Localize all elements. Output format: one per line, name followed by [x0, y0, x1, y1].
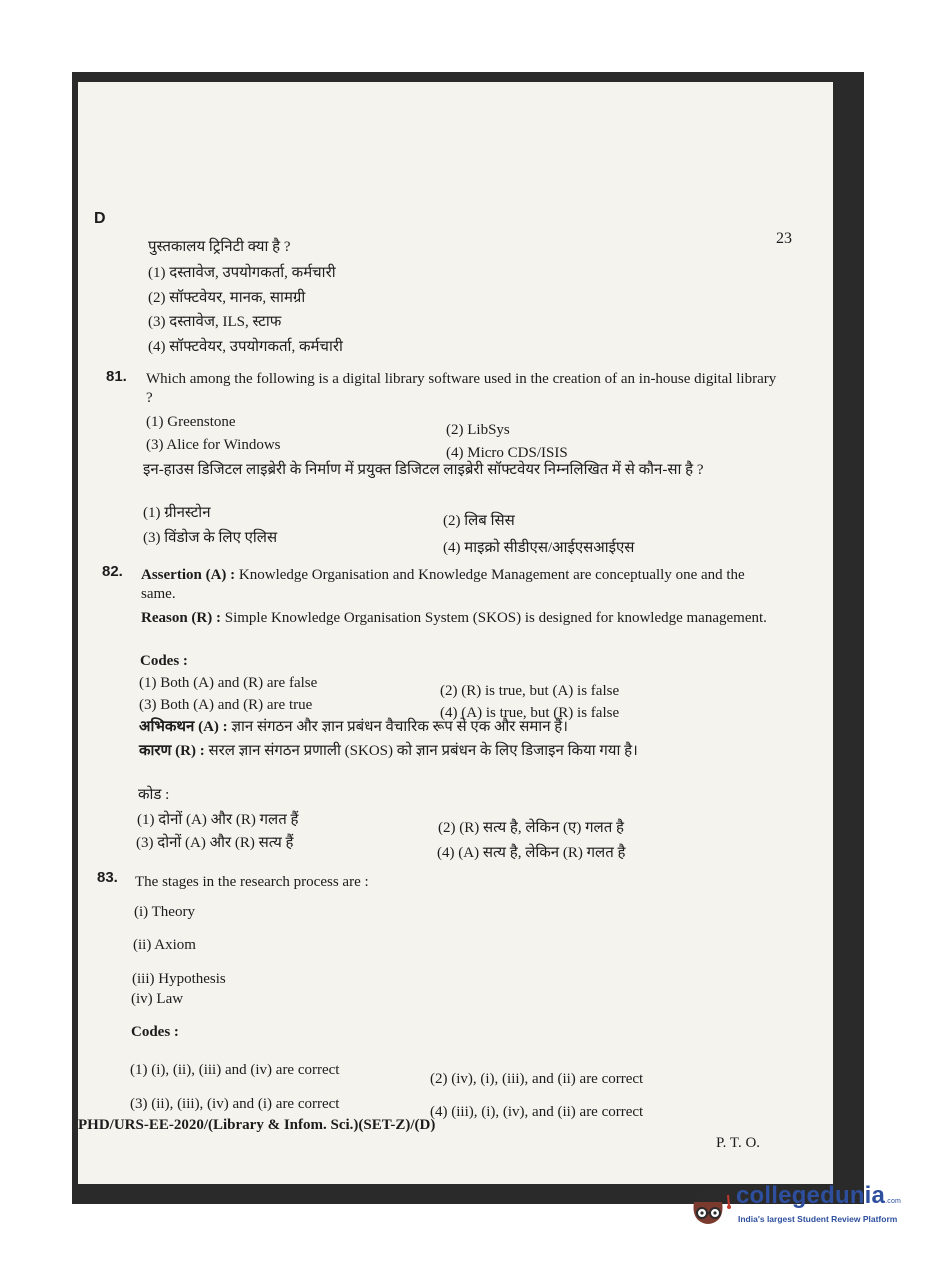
- q83-option-2: (2) (iv), (i), (iii), and (ii) are correct: [430, 1071, 644, 1087]
- q82-codes-label-hi: कोड :: [138, 787, 170, 803]
- q82-reason-hi: [139, 742, 773, 761]
- q81-number: 81.: [106, 368, 127, 385]
- q82-reason-label-hi: कारण (R) :: [139, 743, 205, 759]
- q81-option-4: (4) Micro CDS/ISIS: [446, 445, 568, 461]
- q80-option-3-hi: (3) दस्तावेज, ILS, स्टाफ: [148, 314, 282, 330]
- q83-item-4: (iv) Law: [131, 991, 184, 1007]
- q83-option-4: (4) (iii), (i), (iv), and (ii) are correct: [430, 1104, 644, 1120]
- brand-tagline: India's largest Student Review Platform: [738, 1214, 898, 1224]
- mascot-icon: [684, 1180, 736, 1232]
- q81-question: Which among the following is a digital library software used in the creation of an in-house digital library ?: [146, 371, 777, 406]
- q83-codes-label: Codes :: [131, 1024, 179, 1040]
- collegedunia-watermark: [684, 1176, 924, 1236]
- q81-option-4-hi: (4) माइक्रो सीडीएस/आईएसआईएस: [443, 540, 635, 556]
- q82-assertion-hi: [139, 718, 779, 737]
- q81-question-hi: इन-हाउस डिजिटल लाइब्रेरी के निर्माण में प्रयुक्त डिजिटल लाइब्रेरी सॉफ्टवेयर निम्नलिखित में से कौन-सा है ?: [143, 462, 704, 478]
- q80-option-1-hi: (1) दस्तावेज, उपयोगकर्ता, कर्मचारी: [148, 265, 336, 281]
- q82-codes-label: Codes :: [140, 653, 188, 669]
- q82-option-2-hi: (2) (R) सत्य है, लेकिन (ए) गलत है: [438, 820, 624, 836]
- q82-reason: [141, 609, 777, 628]
- pto-label: P. T. O.: [716, 1135, 761, 1151]
- q82-option-4-hi: (4) (A) सत्य है, लेकिन (R) गलत है: [437, 845, 626, 861]
- q83-option-1: (1) (i), (ii), (iii) and (iv) are correct: [130, 1062, 340, 1078]
- q81-option-1: (1) Greenstone: [146, 414, 236, 430]
- q82-number: 82.: [102, 563, 123, 580]
- q82-option-1: (1) Both (A) and (R) are false: [139, 675, 318, 691]
- q81-option-2: (2) LibSys: [446, 422, 510, 438]
- brand-name: [736, 1182, 901, 1210]
- set-letter: D: [94, 210, 106, 227]
- q80-option-4-hi: (4) सॉफ्टवेयर, उपयोगकर्ता, कर्मचारी: [148, 339, 343, 355]
- q83-item-3: (iii) Hypothesis: [132, 971, 226, 987]
- q82-option-3-hi: (3) दोनों (A) और (R) सत्य हैं: [136, 835, 294, 851]
- q82-option-3: (3) Both (A) and (R) are true: [139, 697, 313, 713]
- q83-option-3: (3) (ii), (iii), (iv) and (i) are correct: [130, 1096, 340, 1112]
- q82-reason-text-hi: सरल ज्ञान संगठन प्रणाली (SKOS) को ज्ञान प्रबंधन के लिए डिजाइन किया गया है।: [208, 743, 638, 759]
- q82-option-4: (4) (A) is true, but (R) is false: [440, 705, 620, 721]
- q82-reason-label: Reason (R) :: [141, 610, 221, 626]
- q81-option-3: (3) Alice for Windows: [146, 437, 281, 453]
- q83-question: The stages in the research process are :: [135, 874, 369, 890]
- q81-option-3-hi: (3) विंडोज के लिए एलिस: [143, 530, 278, 546]
- q83-number: 83.: [97, 869, 118, 886]
- q80-option-2-hi: (2) सॉफ्टवेयर, मानक, सामग्री: [148, 290, 306, 306]
- q82-assertion-label: Assertion (A) :: [141, 567, 236, 583]
- q82-assertion-text: Knowledge Organisation and Knowledge Management are conceptually one and the same.: [141, 567, 745, 602]
- brand-text: collegedunia: [736, 1182, 886, 1209]
- q83-item-2: (ii) Axiom: [133, 937, 196, 953]
- brand-suffix: .com: [885, 1198, 902, 1205]
- q82-reason-text: Simple Knowledge Organisation System (SKOS) is designed for knowledge management.: [224, 610, 767, 626]
- paper-code: PHD/URS-EE-2020/(Library & Infom. Sci.)(SET-Z)/(D): [78, 1117, 436, 1133]
- q81-option-2-hi: (2) लिब सिस: [443, 513, 515, 529]
- q82-assertion-text-hi: ज्ञान संगठन और ज्ञान प्रबंधन वैचारिक रूप से एक और समान हैं।: [231, 719, 568, 735]
- page-number: 23: [776, 230, 792, 247]
- q82-option-2: (2) (R) is true, but (A) is false: [440, 683, 620, 699]
- q81-option-1-hi: (1) ग्रीनस्टोन: [143, 505, 211, 521]
- q83-item-1: (i) Theory: [134, 904, 195, 920]
- q82-assertion: [141, 566, 777, 604]
- q82-option-1-hi: (1) दोनों (A) और (R) गलत हैं: [137, 812, 299, 828]
- q82-assertion-label-hi: अभिकथन (A) :: [139, 719, 228, 735]
- q80-question-hi: पुस्तकालय ट्रिनिटी क्या है ?: [148, 239, 291, 255]
